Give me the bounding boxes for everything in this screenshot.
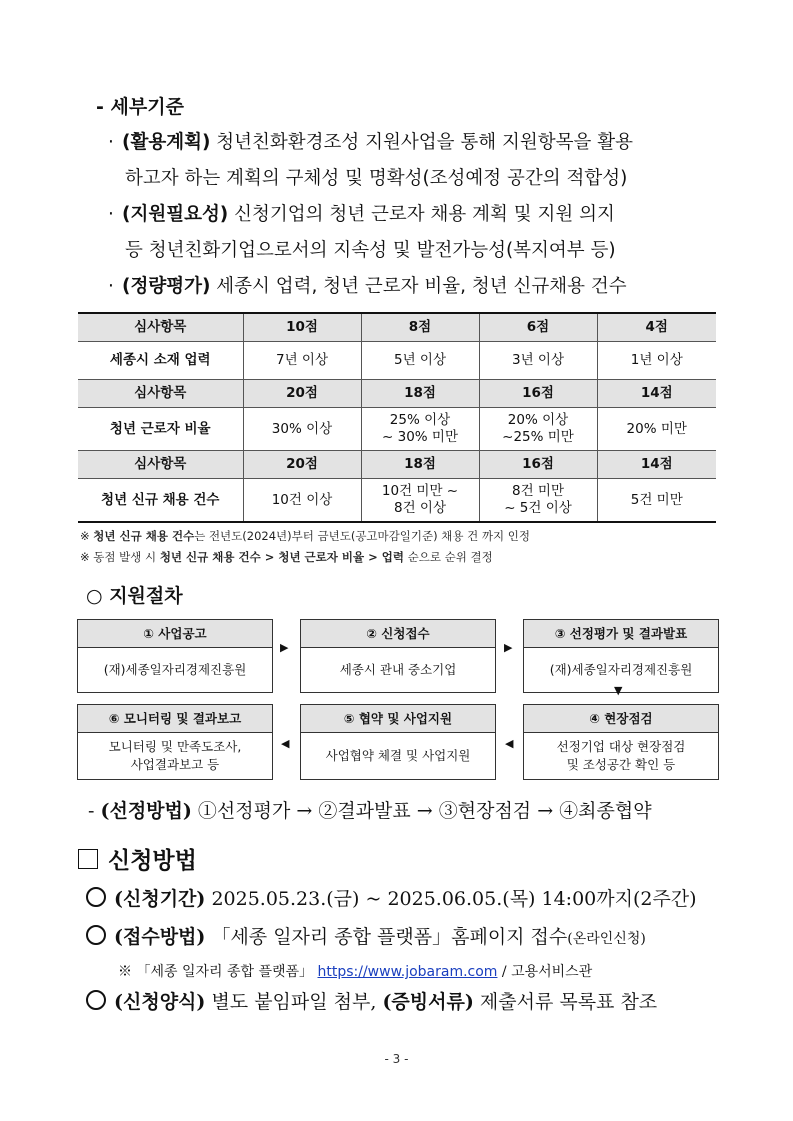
note-recruit-period: ※ 청년 신규 채용 건수는 전년도(2024년)부터 금년도(공고마감일기준) 채용 건 까지 인정 bbox=[80, 529, 530, 543]
table-cell: 3년 이상 bbox=[479, 342, 597, 380]
table-cell: 6점 bbox=[479, 313, 597, 342]
criterion-label: (지원필요성) bbox=[122, 204, 229, 225]
circle-bullet-icon bbox=[86, 925, 106, 945]
application-method: (접수방법) 「세종 일자리 종합 플랫폼」홈페이지 접수(온라인신청) bbox=[86, 922, 646, 949]
table-cell: 14점 bbox=[597, 380, 716, 408]
table-cell: 20% 미만 bbox=[597, 408, 716, 451]
arrow-left-icon: ◀ bbox=[281, 737, 290, 750]
table-header-row bbox=[78, 313, 716, 342]
criterion-cont: 하고자 하는 계획의 구체성 및 명확성(조성예정 공간의 적합성) bbox=[125, 168, 628, 189]
table-cell: 4점 bbox=[597, 313, 716, 342]
table-cell: 5건 미만 bbox=[597, 479, 716, 523]
table-cell: 10건 이상 bbox=[243, 479, 361, 523]
table-cell: 5년 이상 bbox=[361, 342, 479, 380]
table-cell: 18점 bbox=[361, 451, 479, 479]
step-5-box bbox=[300, 704, 496, 780]
table-cell: 10점 bbox=[243, 313, 361, 342]
arrow-left-icon: ◀ bbox=[505, 737, 514, 750]
circle-bullet-icon bbox=[86, 990, 106, 1010]
table-row bbox=[78, 408, 716, 451]
step-4-box bbox=[523, 704, 719, 780]
table-cell: 8건 미만 ~ 5건 이상 bbox=[479, 479, 597, 523]
criterion-text: 신청기업의 청년 근로자 채용 계획 및 지원 의지 bbox=[228, 204, 615, 225]
table-cell: 25% 이상 ~ 30% 미만 bbox=[361, 408, 479, 451]
table-row bbox=[78, 342, 716, 380]
table-header-row bbox=[78, 380, 716, 408]
criterion-need: · (지원필요성) 신청기업의 청년 근로자 채용 계획 및 지원 의지 bbox=[108, 204, 615, 225]
table-cell: 14점 bbox=[597, 451, 716, 479]
step-6-box bbox=[77, 704, 273, 780]
criterion-quant: · (정량평가) 세종시 업력, 청년 근로자 비율, 청년 신규채용 건수 bbox=[108, 276, 627, 297]
arrow-right-icon: ▶ bbox=[504, 641, 513, 654]
arrow-down-icon: ▼ bbox=[614, 684, 623, 697]
detail-criteria-title: - 세부기준 bbox=[96, 96, 184, 118]
step-2-box bbox=[300, 619, 496, 693]
step-body: 선정기업 대상 현장점검 및 조성공간 확인 등 bbox=[556, 738, 686, 772]
step-body: 사업협약 체결 및 사업지원 bbox=[325, 747, 471, 763]
step-body: 모니터링 및 만족도조사, 사업결과보고 등 bbox=[108, 738, 242, 772]
table-cell: 20점 bbox=[243, 451, 361, 479]
square-bullet-icon bbox=[78, 849, 98, 869]
table-cell: 16점 bbox=[479, 451, 597, 479]
table-cell: 16점 bbox=[479, 380, 597, 408]
step-body: (재)세종일자리경제진흥원 bbox=[103, 661, 247, 677]
table-header-row bbox=[78, 451, 716, 479]
page-number: - 3 - bbox=[384, 1052, 409, 1066]
table-cell: 8점 bbox=[361, 313, 479, 342]
criterion-label: (활용계획) bbox=[122, 132, 211, 153]
table-cell: 20점 bbox=[243, 380, 361, 408]
step-title: ④ 현장점검 bbox=[524, 705, 718, 733]
criterion-text: 세종시 업력, 청년 근로자 비율, 청년 신규채용 건수 bbox=[210, 276, 627, 297]
step-1-box bbox=[77, 619, 273, 693]
jobaram-link[interactable]: https://www.jobaram.com bbox=[317, 964, 498, 980]
score-table bbox=[78, 312, 716, 523]
note-tiebreak: ※ 동점 발생 시 청년 신규 채용 건수 > 청년 근로자 비율 > 업력 순으로 순위 결정 bbox=[80, 550, 493, 564]
table-cell: 7년 이상 bbox=[243, 342, 361, 380]
step-body: (재)세종일자리경제진흥원 bbox=[549, 661, 693, 677]
selection-method: - (선정방법) ①선정평가 → ②결과발표 → ③현장점검 → ④최종협약 bbox=[88, 800, 652, 822]
circle-bullet-icon bbox=[86, 887, 106, 907]
procedure-heading: ○ 지원절차 bbox=[86, 585, 183, 607]
table-row-label: 청년 근로자 비율 bbox=[78, 408, 243, 451]
criterion-cont: 등 청년친화기업으로서의 지속성 및 발전가능성(복지여부 등) bbox=[125, 240, 616, 261]
table-row-label: 청년 신규 채용 건수 bbox=[78, 479, 243, 523]
criterion-label: (정량평가) bbox=[122, 276, 211, 297]
application-section-title: 신청방법 bbox=[78, 842, 197, 875]
arrow-right-icon: ▶ bbox=[280, 641, 289, 654]
step-title: ① 사업공고 bbox=[78, 620, 272, 648]
step-title: ③ 선정평가 및 결과발표 bbox=[524, 620, 718, 648]
table-cell: 10건 미만 ~ 8건 이상 bbox=[361, 479, 479, 523]
table-cell: 30% 이상 bbox=[243, 408, 361, 451]
table-row-label: 심사항목 bbox=[78, 451, 243, 479]
step-body: 세종시 관내 중소기업 bbox=[339, 661, 457, 677]
table-cell: 1년 이상 bbox=[597, 342, 716, 380]
criterion-text: 청년친화환경조성 지원사업을 통해 지원항목을 활용 bbox=[210, 132, 633, 153]
table-row-label: 심사항목 bbox=[78, 313, 243, 342]
table-cell: 18점 bbox=[361, 380, 479, 408]
platform-note: ※ 「세종 일자리 종합 플랫폼」 https://www.jobaram.com / 고용서비스관 bbox=[118, 964, 593, 980]
step-3-box bbox=[523, 619, 719, 693]
criterion-plan: · (활용계획) 청년친화환경조성 지원사업을 통해 지원항목을 활용 bbox=[108, 132, 633, 153]
table-row-label: 세종시 소재 업력 bbox=[78, 342, 243, 380]
table-row-label: 심사항목 bbox=[78, 380, 243, 408]
step-title: ⑥ 모니터링 및 결과보고 bbox=[78, 705, 272, 733]
table-row bbox=[78, 479, 716, 523]
step-title: ⑤ 협약 및 사업지원 bbox=[301, 705, 495, 733]
application-period: (신청기간) 2025.05.23.(금) ~ 2025.06.05.(목) 14:00까지(2주간) bbox=[86, 884, 697, 911]
application-form: (신청양식) 별도 붙임파일 첨부, (증빙서류) 제출서류 목록표 참조 bbox=[86, 987, 657, 1014]
table-cell: 20% 이상 ~25% 미만 bbox=[479, 408, 597, 451]
step-title: ② 신청접수 bbox=[301, 620, 495, 648]
